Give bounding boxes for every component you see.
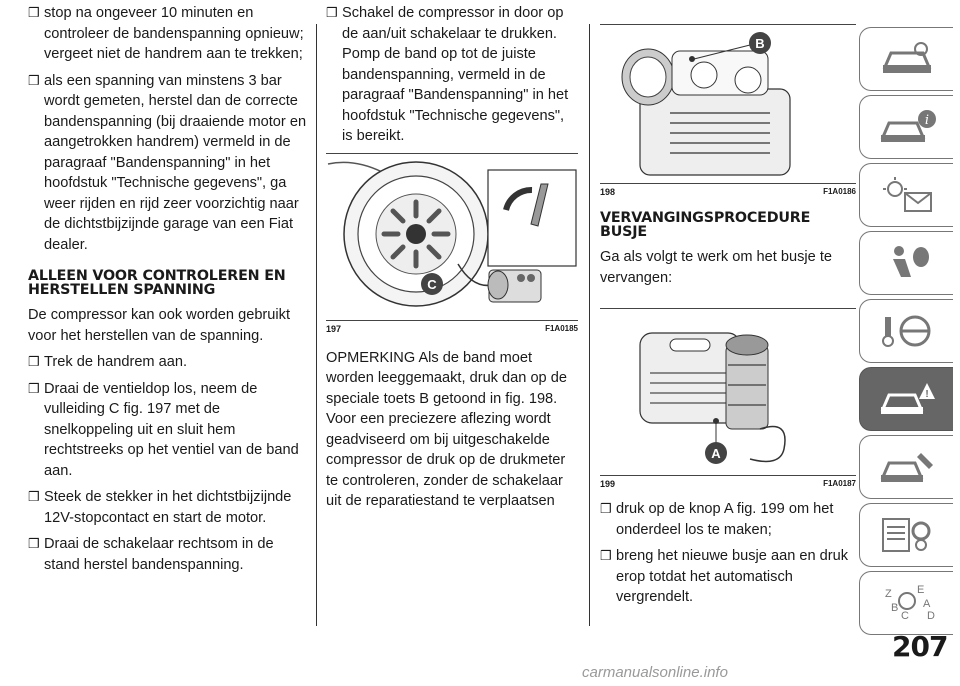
- svg-text:i: i: [924, 113, 929, 128]
- checkbox-bullet: ❒: [28, 536, 40, 551]
- checkbox-bullet: ❒: [326, 5, 338, 20]
- callout-label-b: B: [755, 36, 765, 51]
- tab-index[interactable]: [859, 571, 953, 635]
- svg-text:C: C: [900, 610, 909, 622]
- figure-199: [600, 308, 856, 476]
- tab-emergency[interactable]: [859, 367, 953, 431]
- list-item: ❒ Steek de stekker in het dichtstbijzijnde 12V-stopcontact en start de motor.: [28, 489, 292, 526]
- car-warning-icon: [877, 379, 937, 419]
- column-right: [600, 0, 856, 614]
- figure-caption: [600, 476, 856, 489]
- list-item: ❒ breng het nieuwe busje aan en druk erop totdat het automatisch vergrendelt.: [600, 548, 849, 605]
- figure-number: 198: [600, 187, 616, 197]
- checkbox-bullet: ❒: [28, 354, 40, 369]
- checkbox-bullet: ❒: [600, 501, 612, 516]
- checkbox-bullet: ❒: [28, 380, 40, 396]
- watermark: carmanualsonline.info: [582, 664, 728, 681]
- tab-safety[interactable]: [859, 231, 953, 295]
- callout-label-a: A: [711, 446, 721, 461]
- light-envelope-icon: [877, 175, 937, 215]
- tab-specifications[interactable]: [859, 503, 953, 567]
- tab-maintenance[interactable]: [859, 435, 953, 499]
- section-heading: VERVANGINGSPROCEDURE BUSJE: [600, 210, 811, 240]
- section-heading: ALLEEN VOOR CONTROLEREN EN HERSTELLEN SPANNING: [28, 268, 286, 298]
- tab-dashboard[interactable]: [859, 27, 953, 91]
- car-dashboard-icon: [877, 39, 937, 79]
- tab-driving[interactable]: [859, 299, 953, 363]
- figure-code: F1A0185: [545, 323, 578, 333]
- list-item: ❒ Schakel de compressor in door op de aan/uit schakelaar te drukken. Pomp de band op tot de juiste bandenspanning, vermeld in de paragraaf "Bandenspanning" in het hoofdstuk "Technische gegevens", is bereikt.: [326, 5, 569, 144]
- svg-text:B: B: [890, 602, 898, 614]
- list-item: ❒ druk op de knop A fig. 199 om het onderdeel los te maken;: [600, 501, 834, 538]
- figure-number: 199: [600, 479, 616, 489]
- svg-text:!: !: [924, 389, 929, 400]
- checkbox-bullet: ❒: [600, 548, 612, 563]
- checkbox-bullet: ❒: [28, 5, 40, 20]
- figure-caption: [600, 184, 856, 197]
- figure-198: [600, 24, 856, 184]
- svg-text:Z: Z: [884, 588, 892, 600]
- alphabet-index-icon: [877, 583, 937, 623]
- paragraph: De compressor kan ook worden gebruikt voor het herstellen van de spanning.: [28, 307, 291, 344]
- compressor-top-illustration: [600, 25, 856, 183]
- figure-197: [326, 153, 578, 321]
- list-item: ❒ als een spanning van minstens 3 bar wordt gemeten, herstel dan de correcte bandenspanning (bij draaiende motor en aangetrokken handrem) vermeld in de paragraaf "Bandenspanning" in het hoofdstuk "Technische gegevens", ga weer rijden en rijd zeer voorzichtig naar de dichtstbijzijnde garage van een Fiat dealer.: [28, 72, 307, 253]
- column-middle: [326, 0, 578, 512]
- list-item: ❒ Trek de handrem aan.: [28, 352, 310, 373]
- figure-code: F1A0186: [823, 187, 856, 196]
- figure-number: 197: [326, 323, 342, 334]
- column-left: [28, 0, 310, 581]
- column-divider: [316, 24, 317, 626]
- checkbox-bullet: ❒: [28, 72, 40, 88]
- callout-label-c: C: [427, 276, 437, 292]
- page-number: 207: [892, 630, 948, 663]
- specs-gear-icon: [877, 515, 937, 555]
- airbag-passenger-icon: [877, 243, 937, 283]
- tyre-compressor-illustration: [326, 154, 578, 320]
- figure-caption: [326, 321, 578, 334]
- list-item: ❒ Draai de schakelaar rechtsom in de stand herstel bandenspanning.: [28, 536, 274, 573]
- car-wrench-icon: [877, 447, 937, 487]
- steering-key-icon: [877, 311, 937, 351]
- svg-text:A: A: [922, 598, 930, 610]
- compressor-cartridge-illustration: [600, 309, 856, 475]
- chapter-tab-sidebar: [859, 27, 953, 639]
- list-item: ❒ Draai de ventieldop los, neem de vulleiding C fig. 197 met de snelkoppeling uit en sluit hem rechtstreeks op het ventiel van de band aan.: [28, 380, 299, 479]
- paragraph: Ga als volgt te werk om het busje te vervangen:: [600, 249, 832, 286]
- checkbox-bullet: ❒: [28, 489, 40, 504]
- tab-info[interactable]: [859, 95, 953, 159]
- figure-code: F1A0187: [823, 479, 856, 488]
- svg-text:E: E: [916, 584, 924, 596]
- car-info-icon: [877, 107, 937, 147]
- tab-lights-messages[interactable]: [859, 163, 953, 227]
- list-item: ❒ stop na ongeveer 10 minuten en controleer de bandenspanning opnieuw; vergeet niet de handrem aan te trekken;: [28, 5, 304, 62]
- column-divider: [589, 24, 590, 626]
- svg-text:D: D: [926, 610, 935, 622]
- note-paragraph: OPMERKING Als de band moet worden leeggemaakt, druk dan op de speciale toets B getoond in fig. 198. Voor een preciezere aflezing wordt geadviseerd om bij uitgeschakelde compressor de druk op de drukmeter te controleren, zonder de schakelaar uit de reparatiestand te verplaatsen: [326, 349, 567, 509]
